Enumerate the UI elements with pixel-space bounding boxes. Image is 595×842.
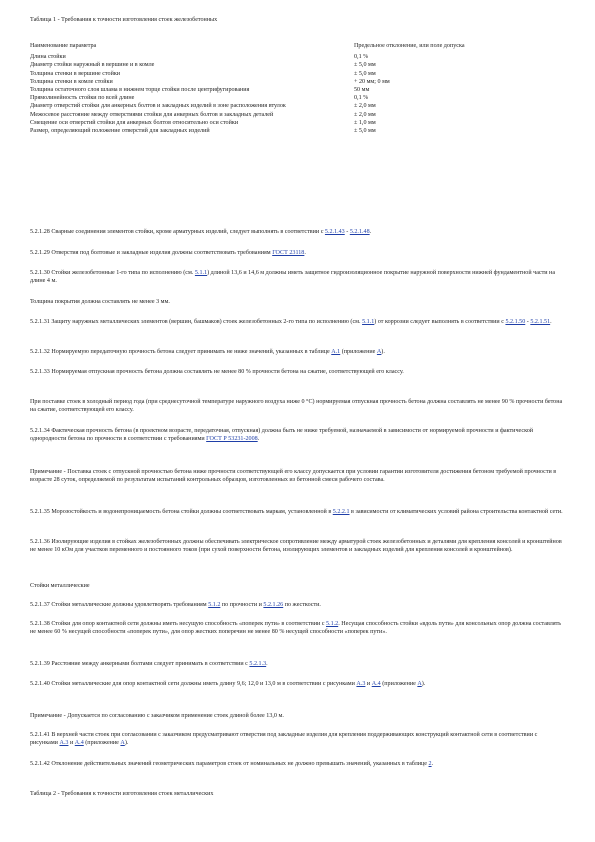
- table-cell: ± 2,0 мм: [354, 111, 376, 118]
- ref-link[interactable]: 5.1.1: [362, 319, 375, 325]
- table-cell-text: + 20 мм; 0 мм: [354, 78, 390, 85]
- table-link[interactable]: А.1: [331, 349, 341, 355]
- paragraph-text: (приложение: [380, 681, 418, 687]
- ref-link[interactable]: 5.2.1.51: [530, 319, 551, 325]
- paragraph-text: по прочности и: [220, 602, 264, 608]
- table-cell: Прямолинейность стойки по всей длине: [30, 95, 135, 102]
- table-row: [30, 78, 494, 86]
- ref-link[interactable]: 5.2.1.50: [505, 319, 526, 325]
- table-cell: Толщина остаточного слоя шлама в нижнем торце стойки после центрифугирования: [30, 87, 250, 94]
- table-cell: ± 5,0 мм: [354, 70, 376, 77]
- paragraph-text: 5.2.1.30 Стойки железобетонные 1-го типа по исполнению (см.: [30, 270, 195, 276]
- figure-link[interactable]: А.3: [59, 740, 69, 747]
- paragraph-text: .: [550, 319, 552, 325]
- paragraph-5-2-1-33: 5.2.1.33 Нормируемая отпускная прочность бетона должна составлять не менее 80 % прочности бетона на сжатие, соответствующей его классу.: [30, 369, 404, 375]
- ref-link[interactable]: 5.1.2: [208, 602, 221, 608]
- table1: [30, 42, 494, 135]
- table-header-row: [30, 42, 494, 50]
- paragraph-text: . Несущая способность стойки «вдоль пути» для консольных опор должна составлять не менее 60 % несущей способности «поперек пути», для опор жестких поперечин не менее 80 % несущей способности «поперек пути».: [30, 621, 562, 636]
- paragraph-5-2-1-40: [30, 680, 566, 688]
- figure-link[interactable]: А.4: [74, 740, 84, 747]
- paragraph-text: .: [369, 229, 372, 235]
- table-header-cell: Наименование параметра: [30, 43, 97, 49]
- paragraph-5-2-1-36: 5.2.1.36 Изолирующие изделия в стойках железобетонных должны обеспечивать электрическое сопротивление между арматурой стоек железобетонных и деталями для крепления консолей и кронштейнов не менее 10 кОм для участков переменного и постоянного токов (при сухой поверхности бетона, изолирующих элементов и закладных изделий для крепления консолей и кронштейнов).: [30, 539, 562, 554]
- ref-link[interactable]: 5.2.1.43: [324, 229, 345, 235]
- paragraph-text: 5.2.1.37 Стойки металлические должны удовлетворять требованиям: [30, 602, 209, 608]
- paragraph-5-2-1-32: [30, 348, 566, 356]
- table-row: [30, 86, 494, 94]
- table-row: [30, 61, 494, 69]
- paragraph-text: ) длиной 13,6 и 14,6 м должны иметь защитное гидроизоляционное покрытие наружной поверхности нижней фундаментной части на длине 4 м.: [30, 270, 556, 285]
- ref-link[interactable]: 5.2.1.26: [263, 602, 284, 608]
- note-1: Примечание - Поставка стоек с отпускной прочностью бетона ниже прочности соответствующей его классу допускается при условии гарантии изготовителя достижения бетоном требуемой прочности в возрасте 28 суток, определяемой по результатам испытаний контрольных образцов, изготовленных из бетонной смеси рабочего состава.: [30, 469, 557, 484]
- paragraph-text: (приложение: [83, 740, 121, 747]
- gost-link[interactable]: ГОСТ 23118: [272, 250, 305, 256]
- figure-link[interactable]: А.3: [356, 681, 366, 687]
- table-cell: ± 5,0 мм: [354, 62, 376, 69]
- paragraph-text: 5.2.1.39 Расстояние между анкерными болтами следует принимать в соответствии с: [30, 661, 250, 667]
- paragraph-text: .: [431, 761, 434, 767]
- table-cell: Диаметр отверстий стойки для анкерных болтов и закладных изделий в зоне расположения втулок: [30, 103, 286, 110]
- table-cell: Смещение оси отверстий стойки для анкерных болтов относительно оси стойки: [30, 119, 239, 126]
- paragraph-text: 5.2.1.38 Стойки для опор контактной сети должны иметь несущую способность «поперек пути» в соответствии с: [30, 621, 326, 627]
- table-row: [30, 94, 494, 102]
- table-row: [30, 119, 494, 127]
- table-cell: 0,1 %: [354, 95, 369, 102]
- paragraph-5-2-1-39: [30, 660, 566, 668]
- ref-link[interactable]: 5.2.2.1: [332, 509, 350, 515]
- paragraph-text: -: [525, 319, 531, 325]
- paragraph-text: 5.2.1.34 Фактическая прочность бетона (в проектном возрасте, передаточная, отпускная) должна быть не ниже требуемой, назначаемой в зависимости от нормируемой прочности и фактической однородности бетона по прочности в соответствии с требованиями: [30, 428, 534, 443]
- figure-link[interactable]: А.4: [371, 681, 381, 687]
- table-cell: Межосевое расстояние между отверстиями стойки для анкерных болтов и закладных деталей: [30, 111, 274, 118]
- paragraph-text: (приложение: [340, 349, 377, 355]
- ref-link[interactable]: 5.1.2: [326, 621, 339, 627]
- gost-link[interactable]: ГОСТ Р 53231-2008: [206, 436, 258, 443]
- table-cell: ± 1,0 мм: [354, 119, 376, 126]
- table-link[interactable]: 2: [428, 761, 432, 767]
- section-heading-metal: Стойки металлические: [30, 583, 90, 589]
- paragraph-text: в зависимости от климатических условий района строительства контактной сети.: [349, 509, 563, 515]
- paragraph-5-2-1-42: [30, 760, 566, 768]
- table-cell: Толщина стенки в комле стойки: [30, 78, 113, 85]
- paragraph-text: .: [257, 436, 260, 443]
- table-row: [30, 70, 494, 78]
- table-cell: Диаметр стойки наружный в вершине и в комле: [30, 62, 155, 69]
- paragraph-5-2-1-41: [30, 731, 566, 747]
- table1-body: [30, 42, 494, 135]
- paragraph-5-2-1-35: [30, 508, 566, 516]
- paragraph-text: 5.2.1.32 Нормируемую передаточную прочность бетона следует принимать не ниже значений, указанных в таблице: [30, 349, 332, 355]
- paragraph-text: ).: [124, 740, 129, 747]
- table-cell: 0,1 %: [354, 54, 369, 61]
- appendix-link[interactable]: А: [417, 681, 422, 687]
- appendix-link[interactable]: А: [376, 349, 382, 355]
- table-cell: Размер, определяющий положение отверстий для закладных изделий: [30, 128, 210, 135]
- paragraph-text: 5.2.1.35 Морозостойкость и водонепроницаемость бетона стойки должны соответствовать маркам, установленной в: [30, 509, 333, 515]
- table2-title: Таблица 2 - Требования к точности изготовления стоек металлических: [30, 791, 214, 797]
- table-row: [30, 53, 494, 61]
- paragraph-text: 5.2.1.40 Стойки металлические для опор контактной сети должны иметь длину 9,6; 12,0 и 13,0 м в соответствии с рисунками: [30, 681, 357, 687]
- table-row: [30, 111, 494, 119]
- paragraph-text: -: [344, 229, 350, 235]
- paragraph-text: ) от коррозии следует выполнять в соответствии с: [374, 319, 506, 325]
- paragraph-5-2-1-29: [30, 249, 566, 257]
- paragraph-5-2-1-38: [30, 620, 566, 636]
- paragraph-text: 5.2.1.29 Отверстия под болтовые и закладные изделия должны соответствовать требованиям: [30, 250, 273, 256]
- paragraph-text: 5.2.1.41 В верхней части стоек при согласовании с заказчиком предусматривают отверстия под закладные изделия для крепления поддерживающих конструкций контактной сети в соответствии с рисунками: [30, 732, 538, 747]
- paragraph-5-2-1-34: [30, 427, 566, 443]
- table1-title: Таблица 1 - Требования к точности изготовления стоек железобетонных: [30, 17, 218, 23]
- note-2: Примечание - Допускается по согласованию с заказчиком применение стоек длиной более 13,0 м.: [30, 713, 284, 719]
- paragraph-text: ).: [381, 349, 385, 355]
- paragraph-text: .: [266, 661, 268, 667]
- ref-link[interactable]: 5.2.1.48: [349, 229, 370, 235]
- paragraph-5-2-1-30: [30, 269, 566, 285]
- paragraph-5-2-1-37: [30, 601, 566, 609]
- ref-link[interactable]: 5.1.1: [194, 270, 208, 276]
- ref-link[interactable]: 5.2.1.3: [249, 661, 267, 667]
- table-cell: Толщина стенки в вершине стойки: [30, 70, 121, 77]
- paragraph-text: .: [304, 250, 306, 256]
- paragraph-text: и: [365, 681, 372, 687]
- paragraph-text: 5.2.1.31 Защиту наружных металлических элементов (вершин, башмаков) стоек железобетонных 2-го типа по исполнению (см.: [30, 319, 363, 325]
- paragraph-text: по жесткости.: [283, 602, 321, 608]
- paragraph-text: и: [68, 740, 75, 747]
- table-header-cell: Предельное отклонение, или поле допуска: [354, 43, 465, 49]
- table-row: [30, 102, 494, 110]
- paragraph-text: 5.2.1.28 Сварные соединения элементов стойки, кроме арматурных изделий, следует выполнять в соответствии с: [30, 229, 325, 235]
- table-cell: 50 мм: [354, 87, 370, 94]
- table-cell: ± 5,0 мм: [354, 128, 376, 135]
- table-cell: Длина стойки: [30, 54, 66, 61]
- paragraph-5-2-1-28: [30, 228, 566, 236]
- table-cell: ± 2,0 мм: [354, 103, 376, 110]
- paragraph-cold-period: При поставке стоек в холодный период года (при среднесуточной температуре наружного воздуха ниже 0 °С) нормируемая отпускная прочность бетона должна составлять не менее 90 % прочности бетона на сжатие, соответствующей его классу.: [30, 399, 563, 414]
- table-row: [30, 127, 494, 135]
- paragraph-5-2-1-31: [30, 318, 566, 326]
- table-cell: [354, 78, 494, 86]
- paragraph-text: ).: [421, 681, 426, 687]
- paragraph-text: 5.2.1.42 Отклонение действительных значений геометрических параметров стоек от номинальных не должно превышать значений, указанных в таблице: [30, 761, 429, 767]
- paragraph-coating-thickness: Толщина покрытия должна составлять не менее 3 мм.: [30, 299, 170, 305]
- appendix-link[interactable]: А: [120, 740, 125, 747]
